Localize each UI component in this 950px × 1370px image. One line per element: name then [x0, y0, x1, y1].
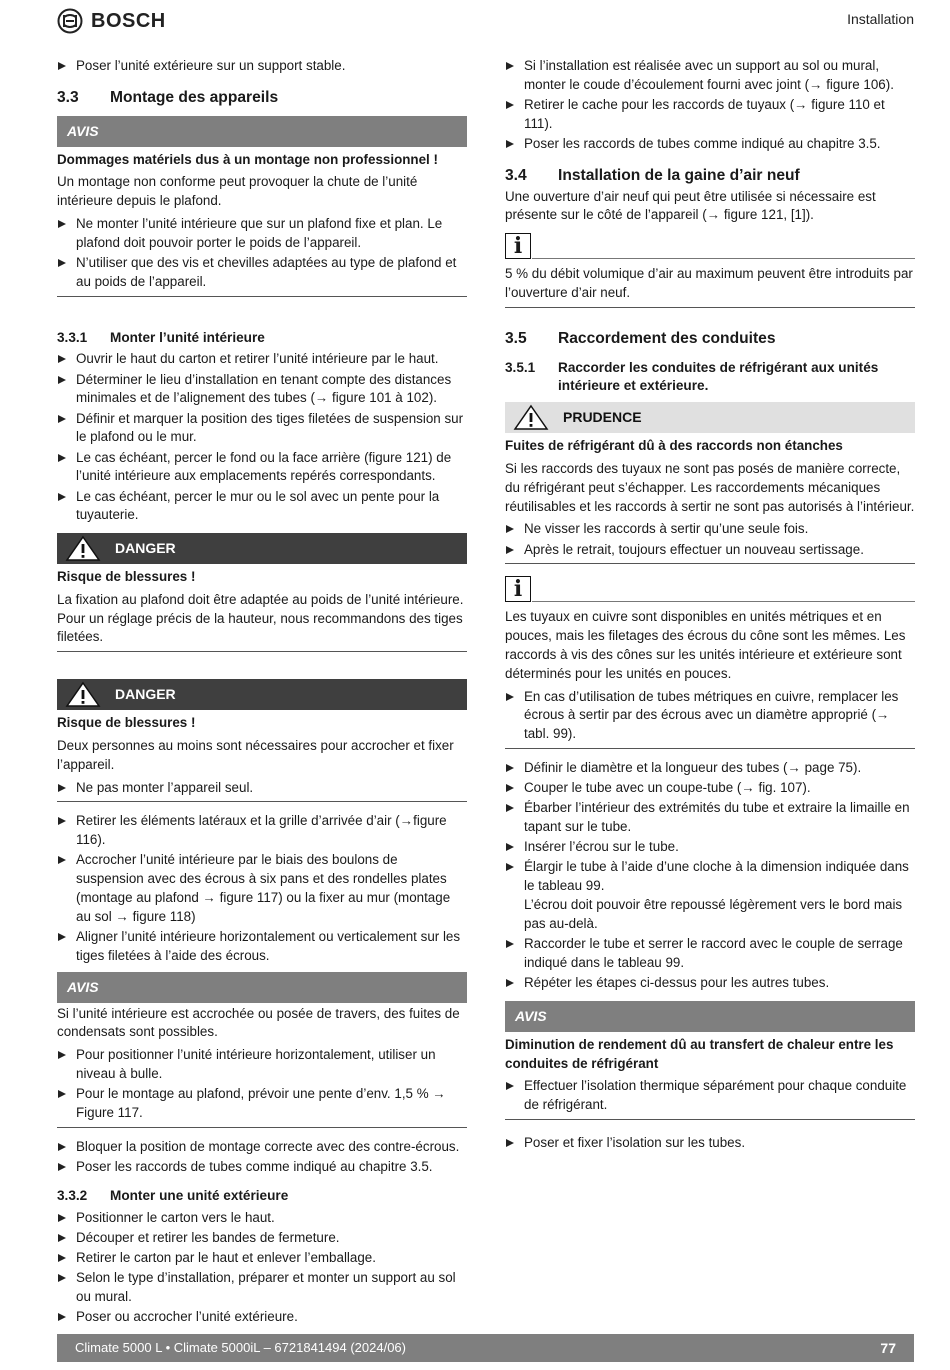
right-column	[505, 57, 915, 1154]
notice-title: Fuites de réfrigérant dû à des raccords non étanches	[505, 438, 843, 454]
list-item: Si l’installation est réalisée avec un support au sol ou mural, monter le coude d’écoulement fourni avec joint (→ figure 106).	[505, 57, 915, 95]
list-item: Poser et fixer l’isolation sur les tubes.	[505, 1134, 915, 1153]
notice-text: Si l’unité intérieure est accrochée ou posée de travers, des fuites de condensats sont possibles.	[57, 1005, 460, 1040]
section-heading-3-3-1	[57, 329, 467, 348]
notice-prudence	[505, 402, 915, 564]
list-item: Couper le tube avec un coupe-tube (→ fig. 107).	[505, 779, 915, 798]
notice-title: Risque de blessures !	[57, 715, 196, 731]
notice-label: DANGER	[115, 686, 176, 703]
list-item: Retirer le carton par le haut et enlever l’emballage.	[57, 1249, 467, 1268]
list-item: Découper et retirer les bandes de fermeture.	[57, 1229, 467, 1248]
footer-text: Climate 5000 L • Climate 5000iL – 6721841494 (2024/06)	[75, 1339, 406, 1355]
page-header	[0, 0, 950, 40]
bosch-armature-icon	[57, 8, 83, 34]
list-item: Ne visser les raccords à sertir qu’une seule fois.	[505, 520, 915, 539]
section-text: Une ouverture d’air neuf qui peut être utilisée si nécessaire est présente sur le côté de l’appareil (→ figure 121, [1]).	[505, 188, 876, 223]
notice-text: Deux personnes au moins sont nécessaires pour accrocher et fixer l’appareil.	[57, 738, 454, 772]
divider	[505, 307, 915, 308]
notice-label: PRUDENCE	[563, 409, 642, 426]
notice-title: Diminution de rendement dû au transfert de chaleur entre les conduites de réfrigérant	[505, 1036, 894, 1071]
notice-label: AVIS	[505, 1001, 915, 1032]
list-item: Ouvrir le haut du carton et retirer l’unité intérieure par le haut.	[57, 350, 467, 369]
divider	[532, 589, 915, 602]
list-item: Après le retrait, toujours effectuer un nouveau sertissage.	[505, 541, 915, 560]
info-text: 5 % du débit volumique d’air au maximum peuvent être introduits par l’ouverture d’air neuf.	[505, 266, 913, 300]
divider	[505, 563, 915, 564]
notice-danger-2	[57, 679, 467, 802]
list-item: Le cas échéant, percer le mur ou le sol avec un pente pour la tuyauterie.	[57, 488, 467, 526]
section-number: 3.3.2	[57, 1187, 88, 1203]
section-number: 3.3.1	[57, 329, 88, 345]
notice-header	[505, 402, 915, 433]
list-item: Pour positionner l’unité intérieure horizontalement, utiliser un niveau à bulle.	[57, 1046, 467, 1084]
page-footer	[57, 1334, 914, 1362]
list-item: Le cas échéant, percer le fond ou la face arrière (figure 121) de l’unité intérieure aux emplacements repérés correspondants.	[57, 449, 467, 487]
section-heading-3-5	[505, 330, 915, 349]
step-note: L’écrou doit pouvoir être repoussé légèrement vers le bord mais pas au-delà.	[524, 897, 903, 931]
list-item: Poser les raccords de tubes comme indiqué au chapitre 3.5.	[505, 135, 915, 154]
list-item: Aligner l’unité intérieure horizontalement ou verticalement sur les tiges filetées à l’aide des écrous.	[57, 928, 467, 966]
list-item: Définir et marquer la position des tiges filetées de suspension sur le plafond ou le mur.	[57, 410, 467, 448]
warning-triangle-icon	[513, 404, 549, 431]
list-item: Poser ou accrocher l’unité extérieure.	[57, 1308, 467, 1327]
info-icon: i	[505, 233, 531, 259]
section-number: 3.5	[505, 329, 527, 347]
divider	[532, 246, 915, 259]
section-title: Installation	[847, 11, 914, 27]
list-item: Élargir le tube à l’aide d’une cloche à la dimension indiquée dans le tableau 99.	[505, 858, 915, 896]
section-heading-3-5-1	[505, 359, 915, 397]
section-title: Installation de la gaine d’air neuf	[558, 166, 800, 184]
list-item: Positionner le carton vers le haut.	[57, 1209, 467, 1228]
list-item: N’utiliser que des vis et chevilles adaptées au type de plafond et au poids de l’appareil.	[57, 254, 467, 292]
list-item: Insérer l’écrou sur le tube.	[505, 838, 915, 857]
notice-avis-2	[57, 972, 467, 1128]
list-item: Raccorder le tube et serrer le raccord avec le couple de serrage indiqué dans le tableau 99.	[505, 935, 915, 973]
warning-triangle-icon	[65, 681, 101, 708]
list-item: Poser les raccords de tubes comme indiqué au chapitre 3.5.	[57, 1158, 467, 1177]
warning-triangle-icon	[65, 535, 101, 562]
list-item: Définir le diamètre et la longueur des tubes (→ page 75).	[505, 759, 915, 778]
section-title: Montage des appareils	[110, 88, 279, 106]
list-item: Déterminer le lieu d’installation en tenant compte des distances minimales et de l’alignement des tubes (→ figure 101 à 102).	[57, 371, 467, 409]
bosch-logo	[57, 8, 166, 34]
notice-label: DANGER	[115, 540, 176, 557]
notice-danger-1	[57, 533, 467, 652]
list-item: Retirer les éléments latéraux et la grille d’arrivée d’air (→figure 116).	[57, 812, 467, 850]
list-item: Ne pas monter l’appareil seul.	[57, 779, 467, 798]
notice-header	[57, 679, 467, 710]
brand-name: BOSCH	[91, 9, 166, 32]
section-number: 3.4	[505, 166, 527, 184]
section-title: Raccorder les conduites de réfrigérant aux unités intérieure et extérieure.	[558, 359, 879, 394]
info-icon: i	[505, 576, 531, 602]
notice-header	[57, 533, 467, 564]
list-item: Ne monter l’unité intérieure que sur un plafond fixe et plan. Le plafond doit pouvoir porter le poids de l’appareil.	[57, 215, 467, 253]
left-column	[57, 57, 467, 1328]
info-text: Les tuyaux en cuivre sont disponibles en unités métriques et en pouces, mais les filetages des écrous du cône sont les mêmes. Les raccords à vis des cônes sur les unités intérieure et extérieure sont déterminés pour les unités en pouces.	[505, 609, 906, 681]
section-heading-3-4	[505, 167, 915, 186]
notice-title: Risque de blessures !	[57, 569, 196, 585]
list-item: En cas d’utilisation de tubes métriques en cuivre, remplacer les écrous à sertir par des écrous avec un diamètre approprié (→ tabl. 99).	[505, 688, 915, 744]
section-number: 3.5.1	[505, 359, 536, 375]
notice-title: Dommages matériels dus à un montage non professionnel !	[57, 151, 438, 167]
notice-avis-1	[57, 116, 467, 297]
info-note-1	[505, 233, 915, 308]
section-title: Monter une unité extérieure	[110, 1187, 289, 1203]
notice-text: Un montage non conforme peut provoquer la chute de l’unité intérieure depuis le plafond.	[57, 174, 418, 209]
page-number: 77	[880, 1339, 896, 1356]
notice-label: AVIS	[57, 116, 467, 147]
section-heading-3-3-2	[57, 1187, 467, 1206]
list-item: Bloquer la position de montage correcte avec des contre-écrous.	[57, 1138, 467, 1157]
list-item: Répéter les étapes ci-dessus pour les autres tubes.	[505, 974, 915, 993]
list-item: Selon le type d’installation, préparer et monter un support au sol ou mural.	[57, 1269, 467, 1307]
notice-text: Si les raccords des tuyaux ne sont pas posés de manière correcte, du réfrigérant peut s’échapper. Les raccordements mécaniques réutilisables et les raccords à sertir ne sont pas autorisés à l’intérieur.	[505, 460, 915, 514]
list-item: Ébarber l’intérieur des extrémités du tube et extraire la limaille en tapant sur le tube.	[505, 799, 915, 837]
list-item: Effectuer l’isolation thermique séparément pour chaque conduite de réfrigérant.	[505, 1077, 915, 1115]
info-note-2	[505, 576, 915, 749]
section-heading-3-3	[57, 89, 467, 108]
section-number: 3.3	[57, 88, 79, 106]
list-item: Accrocher l’unité intérieure par le biais des boulons de suspension avec des écrous à six pans et des rondelles plates (montage au plafond → figure 117) ou la fixer au mur (montage au sol → figure 118)	[57, 851, 467, 926]
section-title: Raccordement des conduites	[558, 329, 776, 347]
section-title: Monter l’unité intérieure	[110, 329, 265, 345]
list-item: Poser l’unité extérieure sur un support stable.	[57, 57, 467, 76]
notice-avis-3	[505, 1001, 915, 1120]
notice-label: AVIS	[57, 972, 467, 1003]
notice-text: La fixation au plafond doit être adaptée au poids de l’unité intérieure. Pour un réglage précis de la hauteur, nous recommandons des tiges filetées.	[57, 591, 464, 645]
list-item: Pour le montage au plafond, prévoir une pente d’env. 1,5 % → Figure 117.	[57, 1085, 467, 1123]
list-item: Retirer le cache pour les raccords de tuyaux (→ figure 110 et 111).	[505, 96, 915, 134]
